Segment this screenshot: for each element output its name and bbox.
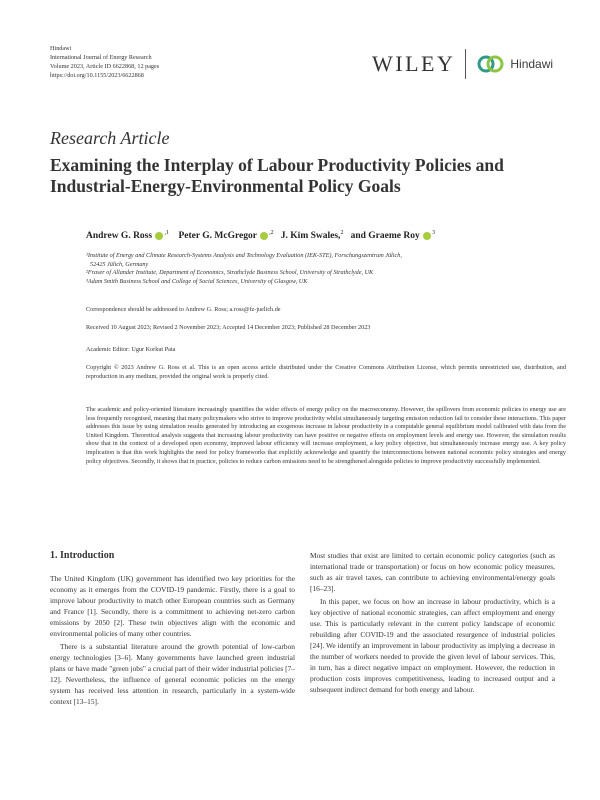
title-line-2: Industrial-Energy-Environmental Policy Goals bbox=[50, 176, 401, 196]
author-sup: ,1 bbox=[164, 230, 169, 236]
orcid-icon[interactable] bbox=[260, 232, 268, 240]
author-name: Peter G. McGregor bbox=[178, 231, 257, 242]
paragraph: In this paper, we focus on how an increase in labour productivity, which is a key objective of national economic strategies, can affect employment and energy use. This is particularly relevant in the current policy landscape of economic rebuilding after COVID-19 and the associated resurgence of industrial policies [24]. We identify an improvement in labour productivity as implying a decrease in the number of workers needed to provide the given level of labour services. This, in turn, has a direct negative impact on employment. However, the reduction in production costs improves competitiveness, leading to increased output and a subsequent indirect demand for both energy and labour. bbox=[310, 597, 555, 694]
affiliation-1-cont: 52425 Jülich, Germany bbox=[90, 260, 149, 268]
orcid-icon[interactable] bbox=[155, 232, 163, 240]
journal-header bbox=[50, 44, 159, 80]
doi-link[interactable]: https://doi.org/10.1155/2023/6622868 bbox=[50, 72, 144, 79]
volume-info: Volume 2023, Article ID 6622868, 12 pages bbox=[50, 63, 160, 70]
article-type: Research Article bbox=[50, 128, 170, 148]
author-sup: ,2 bbox=[269, 230, 274, 236]
article-title bbox=[50, 155, 560, 197]
body-column-right bbox=[310, 550, 555, 695]
affiliation-2: ²Fraser of Allander Institute, Department of Economics, Strathclyde Business School, University of Strathclyde, UK bbox=[86, 269, 374, 276]
copyright-notice: Copyright © 2023 Andrew G. Ross et al. This is an open access article distributed under the Creative Commons Attribution License, which permits unrestricted use, distribution, and reproduction in any medium, provided the original work is properly cited. bbox=[86, 364, 566, 380]
author-sup: 2 bbox=[340, 230, 344, 236]
paragraph: Most studies that exist are limited to certain economic policy categories (such as international trade or transportation) or focus on how economic policy measures, such as air travel taxes, can contribute to achieving environmental/energy goals [16–23]. bbox=[310, 551, 555, 593]
wiley-logo: WILEY bbox=[372, 51, 456, 76]
hindawi-rings-icon bbox=[476, 54, 506, 74]
affiliations bbox=[86, 252, 566, 286]
orcid-icon[interactable] bbox=[423, 232, 431, 240]
author-sup: 3 bbox=[432, 230, 436, 236]
paragraph: The United Kingdom (UK) government has identified two key priorities for the economy as it emerges from the COVID-19 pandemic. Firstly, there is a goal to improve labour productivity to match other European countries such as Germany and France [1]. Secondly, there is a commitment to achieving net-zero carbon emissions by 2050 [2]. These twin objectives align with the economic and environmental policies of many other countries. bbox=[50, 574, 295, 638]
section-heading: 1. Introduction bbox=[50, 550, 115, 561]
title-line-1: Examining the Interplay of Labour Productivity Policies and bbox=[50, 155, 504, 175]
author-name: J. Kim Swales, bbox=[280, 231, 341, 242]
affiliation-1: ¹Institute of Energy and Climate Research-Systems Analysis and Technology Evaluation (IEK-STE), Forschungszentrum Jülich, bbox=[86, 252, 402, 259]
journal-brand: Hindawi bbox=[50, 45, 72, 52]
publication-dates: Received 10 August 2023; Revised 2 November 2023; Accepted 14 December 2023; Published 28 December 2023 bbox=[86, 324, 371, 331]
author-name: Andrew G. Ross bbox=[86, 231, 153, 242]
hindawi-logo bbox=[476, 54, 553, 74]
logo-divider bbox=[465, 49, 466, 79]
body-column-left bbox=[50, 573, 295, 707]
hindawi-logo-text: Hindawi bbox=[510, 57, 554, 71]
journal-name: International Journal of Energy Research bbox=[50, 54, 152, 61]
paragraph: There is a substantial literature around the growth potential of low-carbon energy technologies [3–6]. Many governments have launched green industrial plans or have made "green jobs" a crucial part of their wider industrial policies [7–12]. Nevertheless, the influence of general economic policies on the energy system has received less attention in research, particularly in a system-wide context [13–15]. bbox=[50, 642, 295, 706]
publisher-logos bbox=[372, 48, 553, 80]
author-name: and Graeme Roy bbox=[350, 231, 420, 242]
academic-editor: Academic Editor: Ugur Korkut Pata bbox=[86, 346, 176, 353]
abstract: The academic and policy-oriented literature increasingly quantifies the wider effects of energy policy on the macroeconomy. However, the spillovers from economic policies to energy use are less frequently recognised, meaning that many policymakers who strive to improve productivity whilst simultaneously targeting emission reduction fail to consider these interactions. This paper addresses this issue by using simulation results generated by introducing an exogenous increase in labour productivity in a computable general equilibrium model calibrated with data from the United Kingdom. Theoretical analysis suggests that increasing labour productivity can have positive or negative effects on employment levels and energy use. However, the simulation results show that in the context of a developed open economy, improved labour efficiency will increase employment, a key policy objective, but simultaneously increase energy use. A key policy implication is that this work highlights the need for policy frameworks that explicitly acknowledge and quantify the interconnections between national economic policy strategies and energy policy objectives. Secondly, it shows that in practice, policies to reduce carbon emissions need to be strengthened alongside policies to improve productivity successfully implemented. bbox=[86, 406, 566, 465]
author-list bbox=[86, 230, 566, 241]
correspondence: Correspondence should be addressed to Andrew G. Ross; a.ross@fz-juelich.de bbox=[86, 306, 281, 313]
affiliation-3: ³Adam Smith Business School and College of Social Sciences, University of Glasgow, UK bbox=[86, 277, 308, 285]
